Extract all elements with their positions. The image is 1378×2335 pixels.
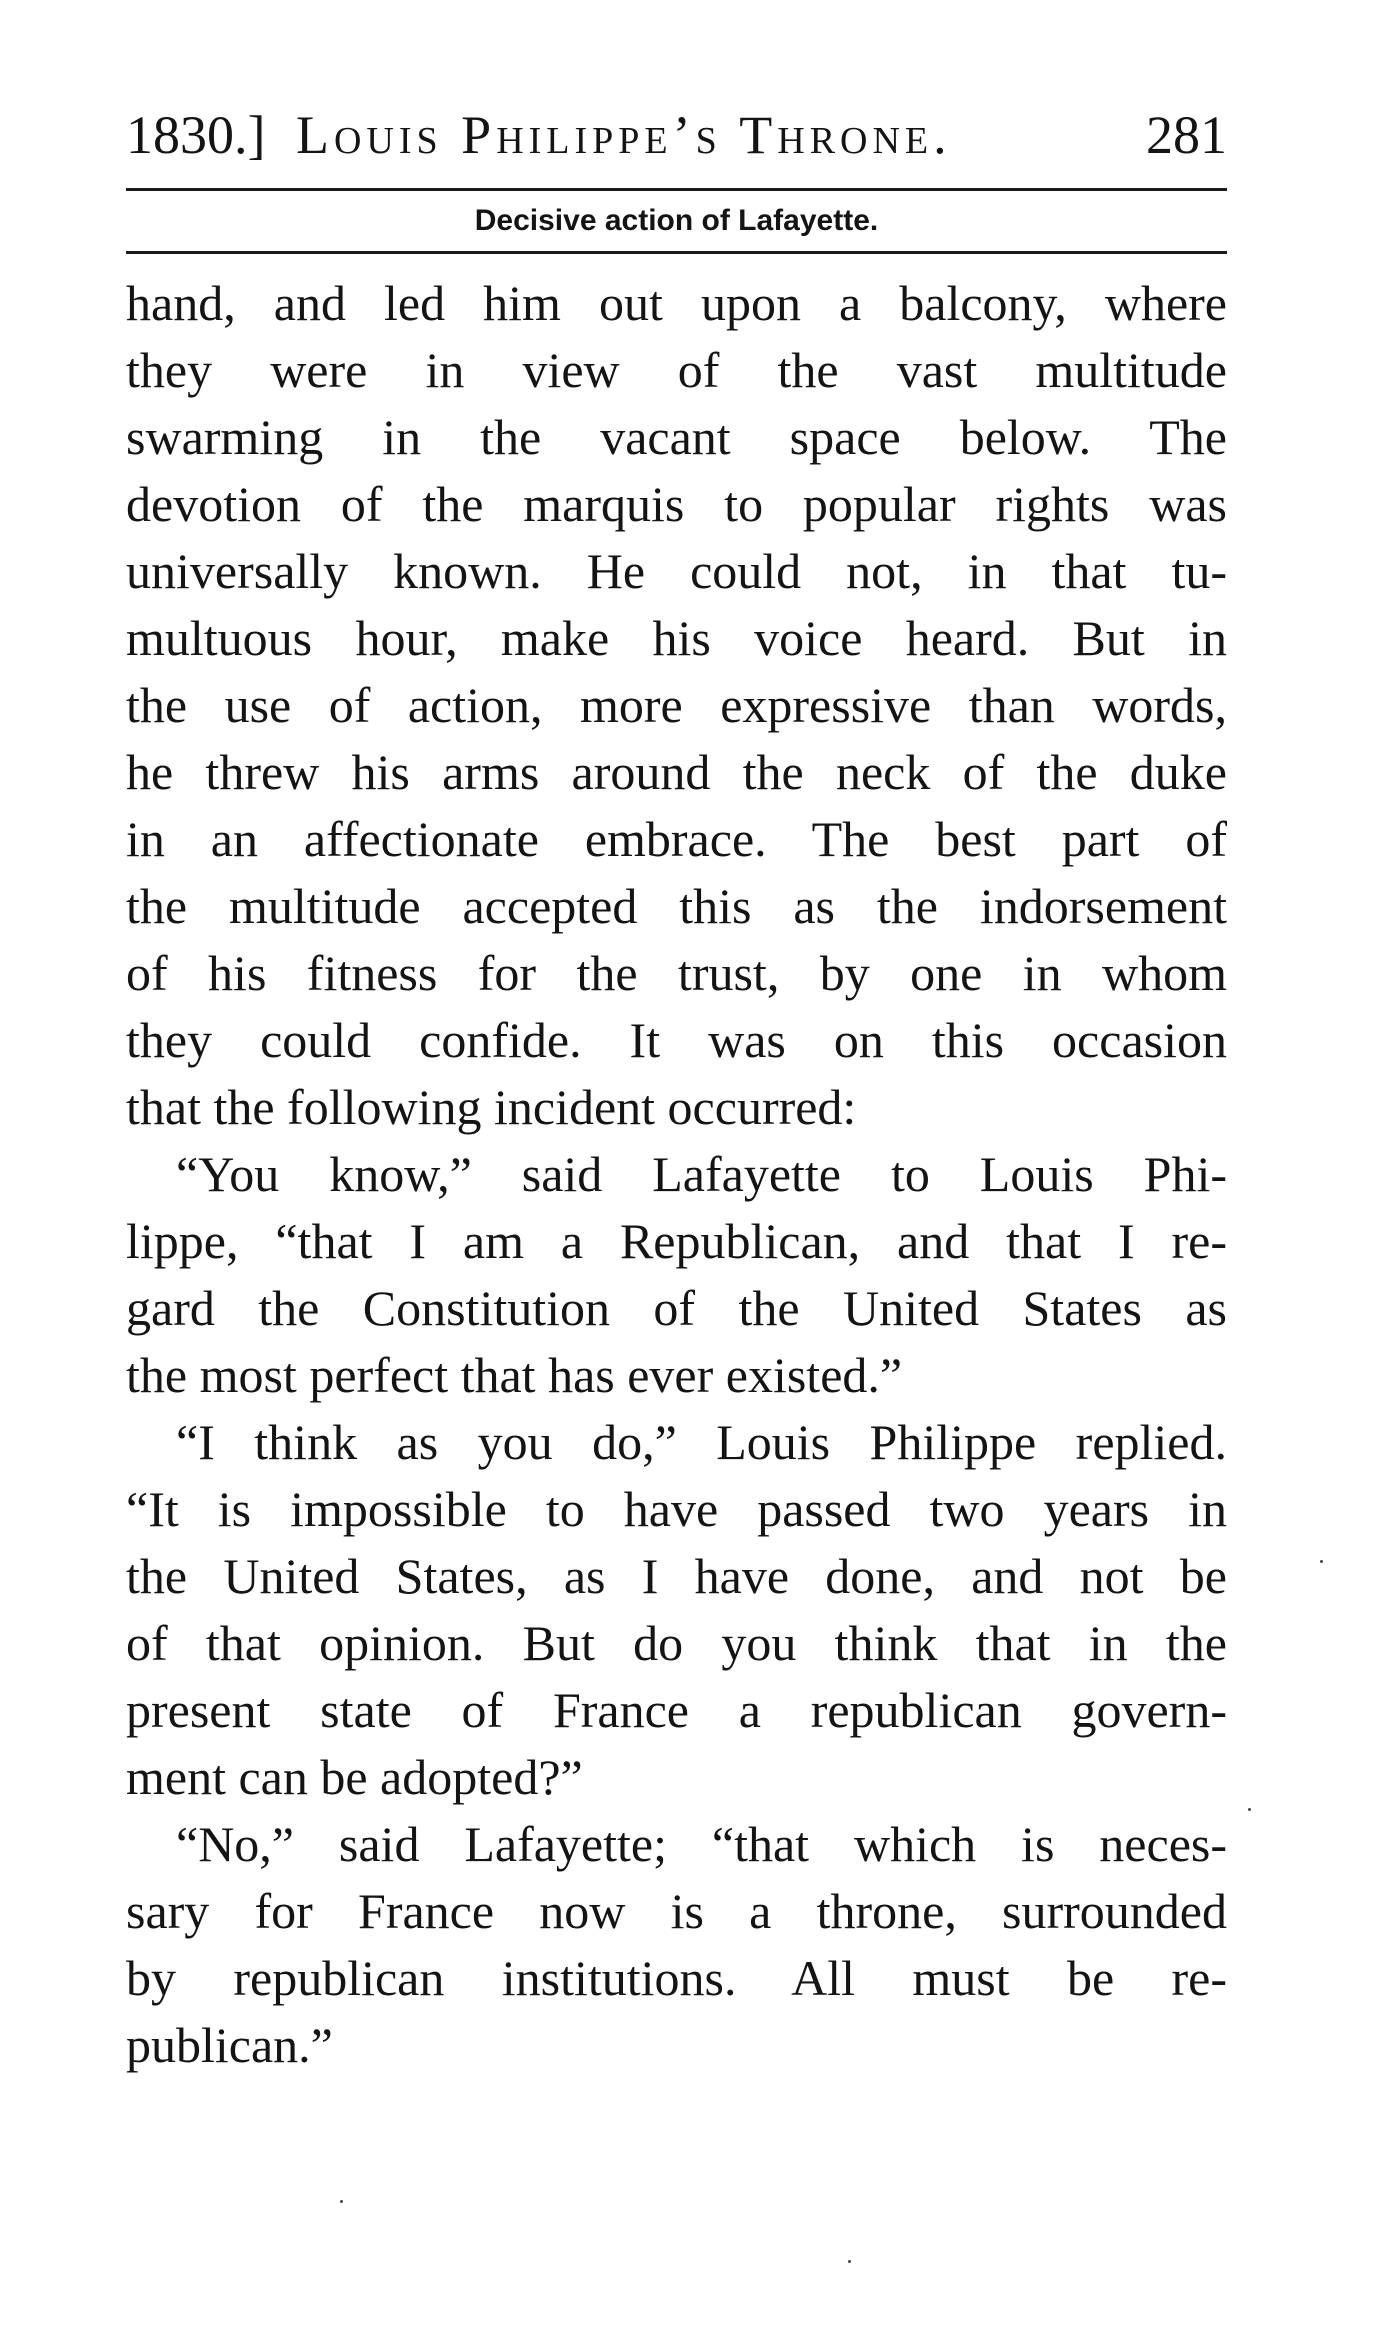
text-line: in an affectionate embrace. The best part of xyxy=(126,811,1227,867)
print-speck xyxy=(1248,1808,1251,1811)
text-line: “You know,” said Lafayette to Louis Phi- xyxy=(176,1146,1227,1202)
section-subheading: Decisive action of Lafayette. xyxy=(474,204,879,237)
text-line: the most perfect that has ever existed.” xyxy=(126,1347,903,1403)
text-line: lippe, “that I am a Republican, and that I re- xyxy=(126,1213,1227,1269)
header-rule-bottom xyxy=(126,251,1227,254)
text-line: by republican institutions. All must be re- xyxy=(126,1950,1227,2006)
text-line: universally known. He could not, in that tu- xyxy=(126,543,1227,599)
text-line: “No,” said Lafayette; “that which is neces- xyxy=(176,1816,1227,1872)
text-line: gard the Constitution of the United States as xyxy=(126,1280,1227,1336)
text-line: they could confide. It was on this occasion xyxy=(126,1012,1227,1068)
text-line: they were in view of the vast multitude xyxy=(126,342,1227,398)
text-line: ment can be adopted?” xyxy=(126,1749,583,1805)
text-line: publican.” xyxy=(126,2017,333,2073)
running-head-title: Louis Philippe’s Throne. xyxy=(296,105,952,165)
text-line: that the following incident occurred: xyxy=(126,1079,857,1135)
running-head xyxy=(126,95,1227,175)
text-line: of his fitness for the trust, by one in whom xyxy=(126,945,1227,1001)
text-line: devotion of the marquis to popular rights was xyxy=(126,476,1227,532)
text-line: the United States, as I have done, and not be xyxy=(126,1548,1227,1604)
text-line: “I think as you do,” Louis Philippe replied. xyxy=(176,1414,1227,1470)
text-line: present state of France a republican govern- xyxy=(126,1682,1227,1738)
page-number: 281 xyxy=(1146,105,1227,165)
text-line: “It is impossible to have passed two years in xyxy=(126,1481,1227,1537)
text-line: the multitude accepted this as the indorsement xyxy=(126,878,1227,934)
running-head-year: 1830.] xyxy=(126,105,266,165)
print-speck xyxy=(848,2260,851,2263)
text-line: multuous hour, make his voice heard. But in xyxy=(126,610,1227,666)
text-line: of that opinion. But do you think that in the xyxy=(126,1615,1227,1671)
text-line: he threw his arms around the neck of the duke xyxy=(126,744,1227,800)
text-line: swarming in the vacant space below. The xyxy=(126,409,1227,465)
header-rule-top xyxy=(126,188,1227,191)
print-speck xyxy=(340,2200,343,2203)
text-line: the use of action, more expressive than words, xyxy=(126,677,1227,733)
text-line: hand, and led him out upon a balcony, where xyxy=(126,275,1227,331)
body-text xyxy=(126,270,1227,2079)
text-line: sary for France now is a throne, surrounded xyxy=(126,1883,1227,1939)
print-speck xyxy=(1320,1560,1323,1563)
